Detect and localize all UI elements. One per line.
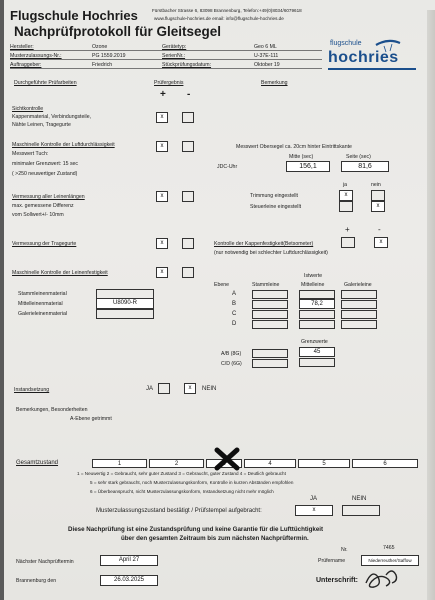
musterzulassung-value: PG 1559.2019: [92, 53, 126, 59]
kappen-label: Kontrolle der Kappenfestigkeit(Betsometer): [214, 241, 314, 247]
muster-nein-box[interactable]: [342, 505, 380, 516]
ja-header: ja: [343, 182, 348, 188]
jdc-label: JDC-Uhr: [217, 164, 238, 170]
ort-box[interactable]: 26.03.2025: [100, 575, 158, 586]
seriennr-label: SerienNr.:: [162, 53, 186, 59]
selected-cross-mark: [214, 447, 240, 471]
leinen-title: Vermessung aller Leinenlängen: [12, 194, 85, 200]
musterzulassung-label: Musterzulassungs-Nr.:: [10, 53, 62, 59]
cd-mittel-box[interactable]: [299, 358, 335, 367]
scale-5[interactable]: 5: [298, 459, 350, 468]
seite-label: Seite (sec): [346, 154, 371, 160]
hersteller-value: Ozone: [92, 44, 108, 50]
ebene-a: A: [232, 291, 237, 297]
d-stamm-box[interactable]: [252, 320, 288, 329]
luftdurch-line-1: Messwert Tuch:: [12, 151, 49, 157]
reissfest-title: Maschinelle Kontrolle der Leinenfestigkeit: [12, 270, 108, 276]
luftdurch-title: Maschinelle Kontrolle der Luftdurchlässigkeit: [12, 142, 115, 148]
naechster-label: Nächster Nachprüftermin: [16, 559, 74, 565]
gesamt-legend-2: 5 = sehr stark gebraucht, noch Musterzulassungskonform, Kontrolle in kurzen Abständen empfohlen: [90, 480, 294, 485]
leinen-plus-box[interactable]: x: [156, 191, 168, 202]
ort-label: Brannenburg den: [16, 578, 57, 584]
a-stamm-box[interactable]: [252, 290, 288, 299]
tragegurte-title: Vermessung der Tragegurte: [12, 241, 77, 247]
luftdurch-line-2: minimaler Grenzwert: 15 sec: [12, 161, 79, 167]
signature-mark: [362, 563, 408, 591]
steuer-nein-box[interactable]: x: [371, 201, 385, 212]
kappen-note: (nur notwendig bei schlechter Luftdurchlässigkeit): [214, 250, 328, 256]
web-email-line: www.flugschule-hochries.de email: info@flugschule-hochries.de: [154, 16, 284, 21]
address-line: Fürstbacher Strasse 6, 83098 Brannenburg, Telefon:+49(0)8034/6079618: [152, 8, 302, 13]
leinen-line-1: max. gemessene Differenz: [12, 203, 74, 209]
cd-label: C/D (6G): [221, 361, 242, 367]
luftdurch-plus-box[interactable]: x: [156, 141, 168, 152]
kappen-minus-header: -: [378, 225, 381, 234]
auftraggeber-value: Friedrich: [92, 62, 113, 68]
naechster-box[interactable]: April 27: [100, 555, 158, 566]
instandsetzung-ja-box[interactable]: [158, 383, 170, 394]
stamm-label: Stammleinenmaterial: [18, 291, 67, 297]
hochries-logo: [326, 36, 421, 74]
leinen-line-2: vom Sollwert+/- 10mm: [12, 212, 64, 218]
b-stamm-box[interactable]: [252, 300, 288, 309]
tragegurte-plus-box[interactable]: x: [156, 238, 168, 249]
col-pruefergebnis: Prüfergebnis: [154, 80, 184, 86]
messwert-label: Messwert Obersegel ca. 20cm hinter Eintrittskante: [236, 144, 352, 150]
gesamt-legend-3: 6 = Überbeansprucht, nicht Musterzulassungskonform, Instandsetzung nicht mehr möglich: [90, 489, 274, 494]
mittel-label: Mittelleinenmaterial: [18, 301, 63, 307]
gallerie-label: Galerieleinenmaterial: [18, 311, 68, 317]
geraetetyp-label: Gerätetyp:: [162, 44, 187, 50]
b-mittel-box[interactable]: 78,2: [299, 299, 335, 309]
geraetetyp-value: Geo 6 ML: [254, 44, 277, 50]
sichtkontrolle-title: Sichtkontrolle: [12, 106, 44, 112]
instandsetzung-ja-label: JA: [146, 386, 154, 392]
bemerkungen-label: Bemerkungen, Besonderheiten: [16, 407, 88, 413]
logo-top-text: flugschule: [330, 40, 362, 47]
nr-label: Nr.: [341, 547, 348, 553]
c-stamm-box[interactable]: [252, 310, 288, 319]
unterschrift-label: Unterschrift:: [316, 577, 359, 584]
c-galerie-box[interactable]: [341, 310, 377, 319]
c-mittel-box[interactable]: [299, 310, 335, 319]
sichtkontrolle-plus-box[interactable]: x: [156, 112, 168, 123]
seite-value-box[interactable]: 81,6: [341, 161, 389, 172]
scale-4[interactable]: 4: [244, 459, 296, 468]
luftdurch-line-3: ( >250 neuwertiger Zustand): [12, 171, 78, 177]
instandsetzung-nein-label: NEIN: [202, 386, 217, 392]
grenzwerte-label: Grenzwerte: [301, 339, 328, 345]
warranty-line-2: über den gesamten Zeitraum bis zum nächsten Nachprüftermin.: [121, 535, 309, 542]
ebene-header: Ebene: [214, 282, 230, 288]
a-mittel-box[interactable]: [299, 290, 335, 299]
minus-header: -: [187, 89, 191, 100]
trimmung-label: Trimmung eingestellt: [250, 193, 298, 199]
kappen-plus-box[interactable]: [341, 237, 355, 248]
instandsetzung-nein-box[interactable]: x: [184, 383, 196, 394]
kappen-minus-box[interactable]: x: [374, 237, 388, 248]
col-durchgefuehrte: Durchgeführte Prüfarbeiten: [14, 80, 77, 86]
instandsetzung-label: Instandsetzung: [14, 387, 50, 393]
a-galerie-box[interactable]: [341, 290, 377, 299]
scale-6[interactable]: 6: [352, 459, 418, 468]
col-galerieleine: Galerieleine: [344, 282, 372, 288]
nein-header: nein: [371, 182, 381, 188]
sichtkontrolle-minus-box[interactable]: [182, 112, 194, 123]
d-galerie-box[interactable]: [341, 320, 377, 329]
ab-mittel-box[interactable]: 45: [299, 347, 335, 357]
pruefername-label: Prüfername: [318, 558, 346, 564]
cd-stamm-box[interactable]: [252, 359, 288, 368]
reissfest-minus-box[interactable]: [182, 267, 194, 278]
gesamtzustand-label: Gesamtzustand: [16, 460, 59, 466]
ab-label: A/B (8G): [221, 351, 242, 357]
b-galerie-box[interactable]: [341, 300, 377, 309]
mitte-label: Mitte (sec): [289, 154, 314, 160]
paper-edge-shadow: [427, 10, 435, 600]
stueckpruefung-label: Stückprüfungsdatum:: [162, 62, 212, 68]
ab-stamm-box[interactable]: [252, 349, 288, 358]
reissfest-plus-box[interactable]: x: [156, 267, 168, 278]
hersteller-label: Hersteller:: [10, 44, 34, 50]
bemerkungen-text: A-Ebene getrimmt: [70, 416, 112, 422]
istwerte-label: Istwerte: [304, 273, 323, 279]
trimmung-nein-box[interactable]: [371, 190, 385, 201]
ebene-b: B: [232, 301, 237, 307]
steuer-label: Steuerleine eingestellt: [250, 204, 302, 210]
mitte-value-box[interactable]: 156,1: [286, 161, 330, 172]
col-stammleine: Stammleine: [252, 282, 280, 288]
logo-main-text: hochries: [328, 49, 399, 66]
sichtkontrolle-line-2: Nähte Leinen, Tragegurte: [12, 122, 71, 128]
col-mittelleine: Mittelleine: [301, 282, 325, 288]
tragegurte-minus-box[interactable]: [182, 238, 194, 249]
kappen-plus-header: +: [345, 225, 350, 234]
luftdurch-minus-box[interactable]: [182, 141, 194, 152]
warranty-line-1: Diese Nachprüfung ist eine Zustandsprüfung und keine Garantie für die Lufttüchtigkeit: [68, 526, 324, 533]
ebene-d: D: [232, 321, 237, 327]
muster-ja-header: JA: [310, 496, 318, 502]
gallerie-box[interactable]: [96, 309, 154, 319]
nr-value: 7465: [383, 545, 395, 551]
stueckpruefung-value: Oktober 19: [254, 62, 280, 68]
col-bemerkung: Bemerkung: [261, 80, 288, 86]
steuer-ja-box[interactable]: [339, 201, 353, 212]
protocol-sheet: [4, 0, 435, 600]
muster-statement: Musterzulassungszustand bestätigt / Prüfstempel aufgebracht:: [96, 508, 262, 514]
gesamt-legend-1: 1 = Neuwertig 2 = Gebraucht, sehr guter Zustand 3 = Gebraucht, guter Zustand 4 = Deutlich gebraucht: [77, 471, 286, 476]
pruefername-box[interactable]: Niederreuther/Saffow: [361, 555, 419, 566]
auftraggeber-label: Auftraggeber:: [10, 62, 42, 68]
ebene-c: C: [232, 311, 237, 317]
scale-1[interactable]: 1: [92, 459, 147, 468]
leinen-minus-box[interactable]: [182, 191, 194, 202]
plus-header: +: [160, 89, 166, 100]
company-name: Flugschule Hochries: [10, 8, 138, 23]
scale-2[interactable]: 2: [149, 459, 204, 468]
trimmung-ja-box[interactable]: x: [339, 190, 353, 201]
seriennr-value: U-37E-111: [254, 53, 279, 59]
sichtkontrolle-line-1: Kappenmaterial, Verbindungsteile,: [12, 114, 92, 120]
d-mittel-box[interactable]: [299, 320, 335, 329]
muster-nein-header: NEIN: [352, 496, 367, 502]
mittel-box[interactable]: U8090-R: [96, 298, 154, 309]
muster-ja-box[interactable]: x: [295, 505, 333, 516]
page-title: Nachprüfprotokoll für Gleitsegel: [14, 24, 222, 39]
